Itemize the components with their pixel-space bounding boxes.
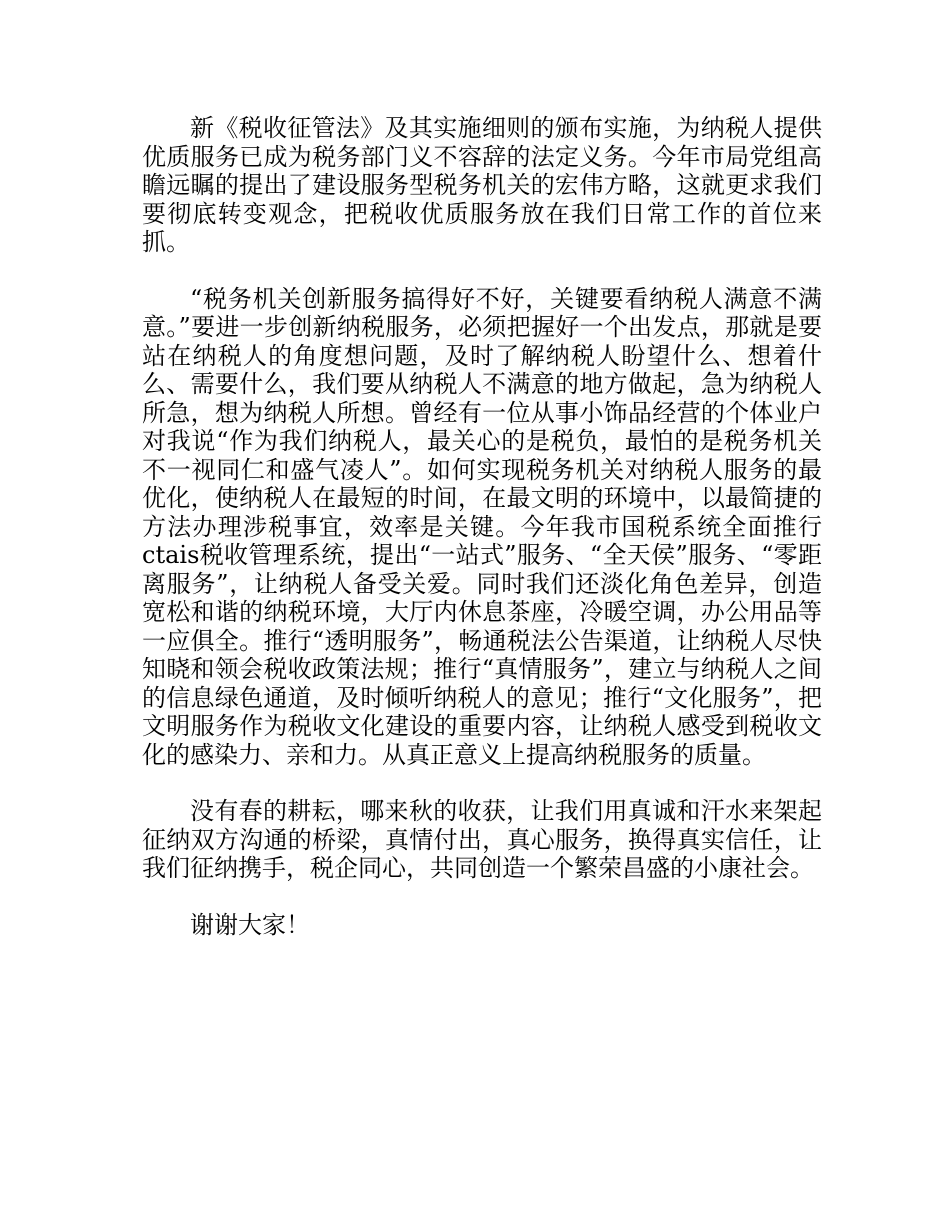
paragraph-2: “税务机关创新服务搞得好不好，关键要看纳税人满意不满意。”要进一步创新纳税服务，必须把握好一个出发点，那就是要站在纳税人的角度想问题，及时了解纳税人盼望什么、想着什么、需要什么，我们要从纳税人不满意的地方做起，急为纳税人所急，想为纳税人所想。曾经有一位从事小饰品经营的个体业户对我说“作为我们纳税人，最关心的是税负，最怕的是税务机关不一视同仁和盛气凌人”。如何实现税务机关对纳税人服务的最优化，使纳税人在最短的时间，在最文明的环境中，以最简捷的方法办理涉税事宜，效率是关键。今年我市国税系统全面推行ctais税收管理系统，提出“一站式”服务、“全天侯”服务、“零距离服务”，让纳税人备受关爱。同时我们还淡化角色差异，创造宽松和谐的纳税环境，大厅内休息茶座，冷暖空调，办公用品等一应俱全。推行“透明服务”，畅通税法公告渠道，让纳税人尽快知晓和领会税收政策法规；推行“真情服务”，建立与纳税人之间的信息绿色通道，及时倾听纳税人的意见；推行“文化服务”，把文明服务作为税收文化建设的重要内容，让纳税人感受到税收文化的感染力、亲和力。从真正意义上提高纳税服务的质量。 [142,284,822,769]
document-body [142,114,822,967]
paragraph-3: 没有春的耕耘，哪来秋的收获，让我们用真诚和汗水来架起征纳双方沟通的桥梁，真情付出，真心服务，换得真实信任，让我们征纳携手，税企同心，共同创造一个繁荣昌盛的小康社会。 [142,797,822,882]
paragraph-1: 新《税收征管法》及其实施细则的颁布实施，为纳税人提供优质服务已成为税务部门义不容辞的法定义务。今年市局党组高瞻远瞩的提出了建设服务型税务机关的宏伟方略，这就更求我们要彻底转变观念，把税收优质服务放在我们日常工作的首位来抓。 [142,114,822,256]
paragraph-4: 谢谢大家！ [190,910,310,939]
